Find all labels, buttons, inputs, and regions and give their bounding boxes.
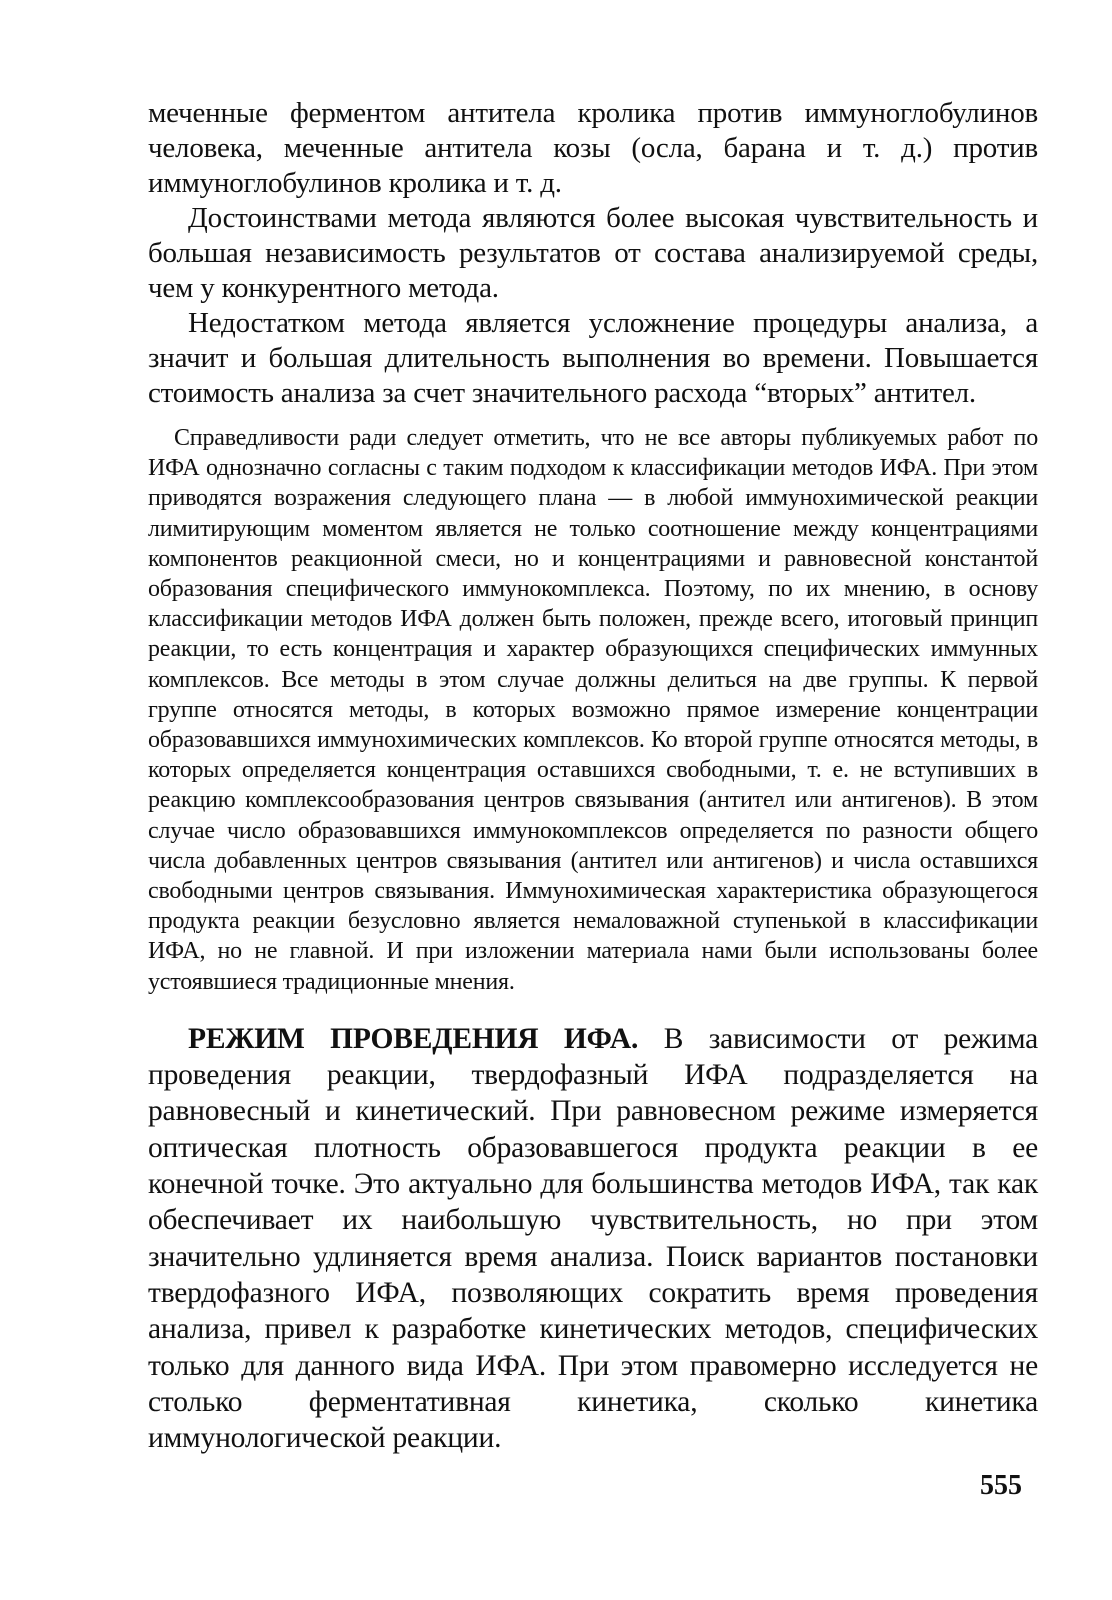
paragraph-advantages: Достоинствами метода являются более высокая чувствительность и большая независимость результатов от состава анализируемой среды, чем у конкурентного метода. — [148, 202, 1038, 304]
small-print-note: Справедливости ради следует отметить, что не все авторы публикуемых работ по ИФА однозначно согласны с таким подходом к классификации методов ИФА. При этом приводятся возражения следующего плана — в любой иммунохимической реакции лимитирующим моментом является не только соотношение между концентрациями компонентов реакционной смеси, но и концентрациями и равновесной константой образования специфического иммунокомплекса. Поэтому, по их мнению, в основу классификации методов ИФА должен быть положен, прежде всего, итоговый принцип реакции, то есть концентрация и характер образующихся специфических иммунных комплексов. Все методы в этом случае должны делиться на две группы. К первой группе относятся методы, в которых возможно прямое измерение концентрации образовавшихся иммунохимических комплексов. Ко второй группе относятся методы, в которых определяется концентрация оставшихся свободными, т. е. не вступивших в реакцию комплексообразования центров связывания (антител или антигенов). В этом случае число образовавшихся иммунокомплексов определяется по разности общего числа добавленных центров связывания (антител или антигенов) и числа оставшихся свободными центров связывания. Иммунохимическая характеристика образующегося продукта реакции безусловно является немаловажной ступенькой в классификации ИФА, но не главной. И при изложении материала нами были использованы более устоявшиеся традиционные мнения. — [148, 425, 1038, 995]
section-text: В зависимости от режима проведения реакции, твердофазный ИФА подразделяется на равновесный и кинетический. При равновесном режиме измеряется оптическая плотность образовавшегося продукта реакции в ее конечной точке. Это актуально для большинства методов ИФА, так как обеспечивает их наибольшую чувствительность, но при этом значительно удлиняется время анализа. Поиск вариантов постановки твердофазного ИФА, позволяющих сократить время проведения анализа, привел к разработке кинетических методов, специфических только для данного вида ИФА. При этом правомерно исследуется не столько ферментативная кинетика, сколько кинетика иммунологической реакции. — [148, 1022, 1038, 1455]
section-paragraph — [148, 1021, 1038, 1457]
paragraph-disadvantages: Недостатком метода является усложнение процедуры анализа, а значит и большая длительность выполнения во времени. Повышается стоимость анализа за счет значительного расхода “вторых” антител. — [148, 307, 1038, 409]
section-heading: РЕЖИМ ПРОВЕДЕНИЯ ИФА. — [188, 1022, 639, 1055]
paragraph-continuation: меченные ферментом антитела кролика против иммуноглобулинов человека, меченные антитела козы (осла, барана и т. д.) против иммуноглобулинов кролика и т. д. — [148, 97, 1038, 199]
page-body — [148, 96, 1038, 1456]
page-number: 555 — [980, 1470, 1022, 1501]
